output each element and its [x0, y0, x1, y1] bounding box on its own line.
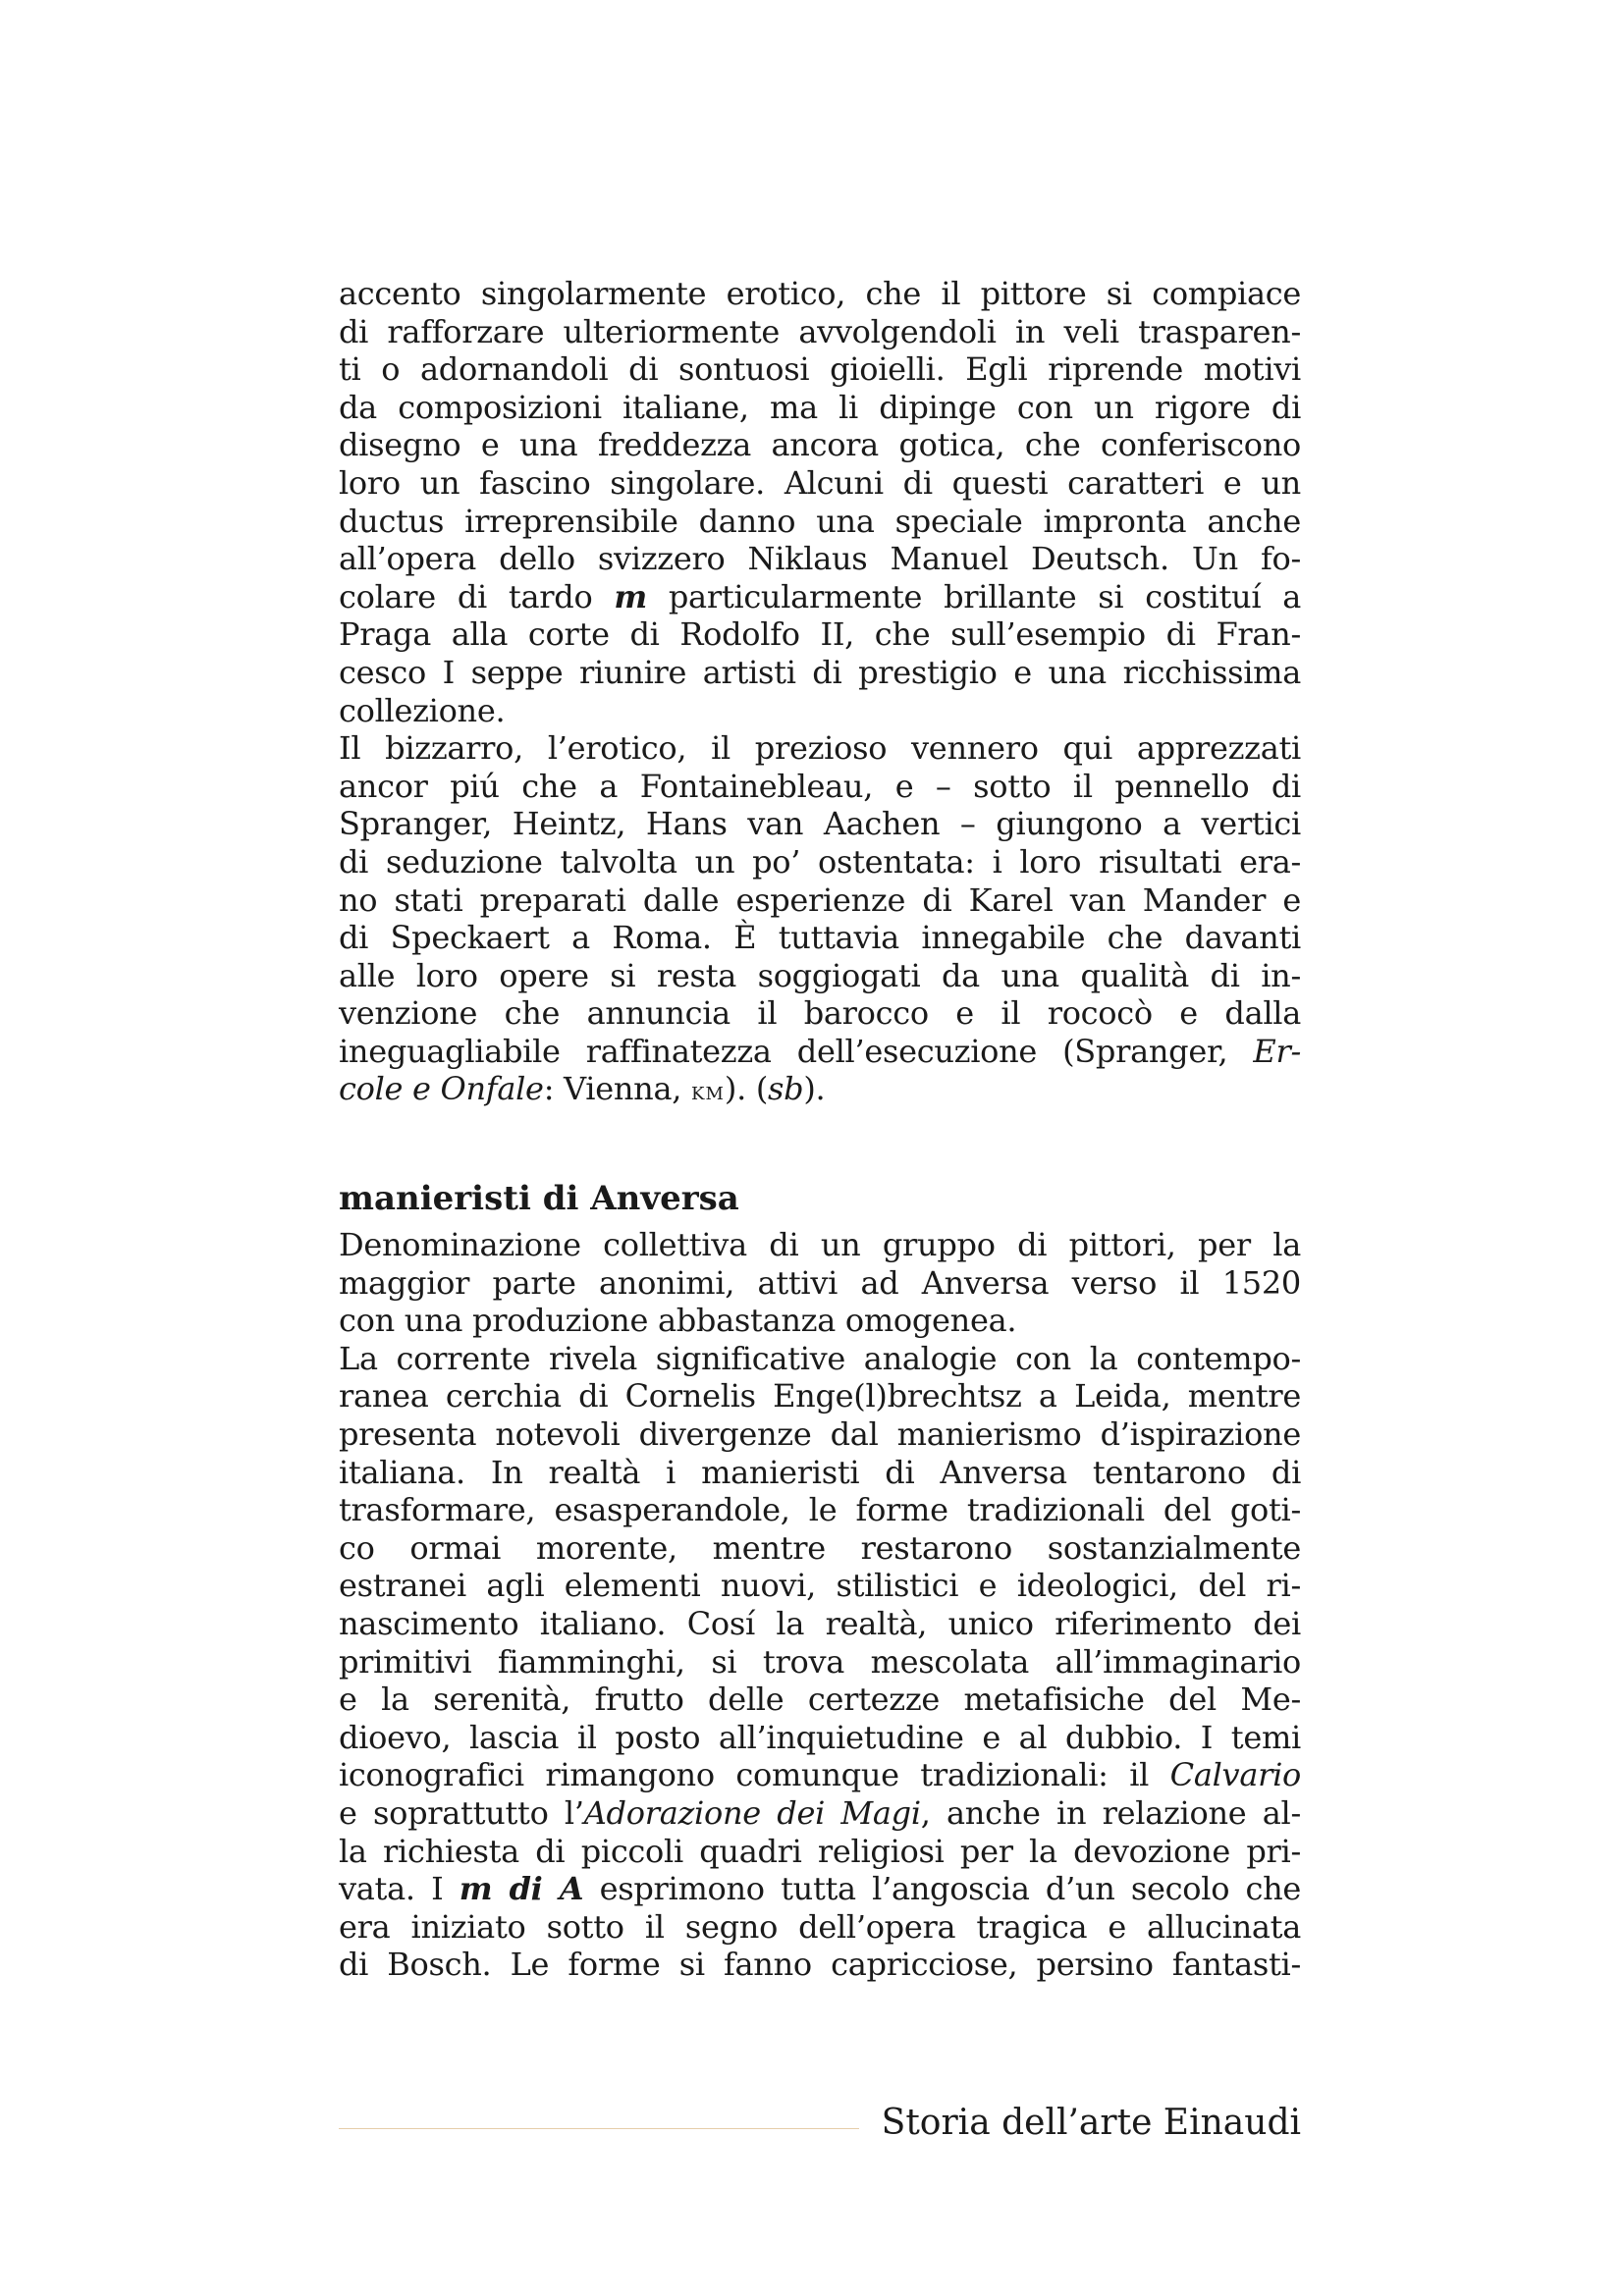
text-line: La corrente rivela significative analogie con la contempo-	[339, 1339, 1301, 1377]
text-line	[339, 1794, 1301, 1833]
page-footer	[339, 2103, 1301, 2162]
text-line: maggior parte anonimi, attivi ad Anversa verso il 1520	[339, 1263, 1301, 1302]
text-line	[339, 578, 1301, 616]
entry-abbreviation: m di A	[459, 1870, 584, 1908]
text-line	[339, 1870, 1301, 1908]
text-line: Spranger, Heintz, Hans van Aachen – giungono a vertici	[339, 805, 1301, 843]
text-line: presenta notevoli divergenze dal manierismo d’ispirazione	[339, 1415, 1301, 1454]
text-line: loro un fascino singolare. Alcuni di questi caratteri e un	[339, 463, 1301, 502]
text-line: nascimento italiano. Cosí la realtà, unico riferimento dei	[339, 1605, 1301, 1642]
text-line: di rafforzare ulteriormente avvolgendoli in veli trasparen-	[339, 312, 1301, 350]
footer-divider	[339, 2128, 859, 2129]
museum-abbreviation: km	[691, 1077, 725, 1107]
text-fragment: , anche in relazione al-	[920, 1793, 1301, 1832]
text-line: di seduzione talvolta un po’ ostentata: i loro risultati era-	[339, 842, 1301, 881]
footer-publication-title: Storia dell’arte Einaudi	[881, 2103, 1301, 2143]
paragraph-4	[339, 1340, 1301, 1984]
text-line: era iniziato sotto il segno dell’opera tragica e allucinata	[339, 1907, 1301, 1946]
text-line: accento singolarmente erotico, che il pittore si compiace	[339, 275, 1301, 312]
artwork-title: Er-	[1253, 1032, 1301, 1070]
text-line: ranea cerchia di Cornelis Enge(l)brechtsz a Leida, mentre	[339, 1377, 1301, 1415]
text-line: alle loro opere si resta soggiogati da una qualità di in-	[339, 956, 1301, 994]
text-fragment: : Vienna,	[543, 1070, 682, 1108]
text-fragment: ). (	[724, 1070, 769, 1108]
text-line: co ormai morente, mentre restarono sostanzialmente	[339, 1528, 1301, 1567]
entry-abbreviation: m	[614, 577, 647, 615]
text-line	[339, 1070, 1301, 1108]
text-fragment: esprimono tutta l’angoscia d’un secolo che	[599, 1870, 1302, 1908]
text-fragment: ineguagliabile raffinatezza dell’esecuzione (Spranger,	[339, 1032, 1228, 1070]
text-line	[339, 1033, 1301, 1071]
entry-heading: manieristi di Anversa	[339, 1179, 739, 1219]
text-fragment: colare di tardo	[339, 577, 593, 615]
text-line: ductus irreprensibile danno una speciale impronta anche	[339, 502, 1301, 540]
text-line: Praga alla corte di Rodolfo II, che sull’esempio di Fran-	[339, 615, 1301, 654]
text-line: ti o adornandoli di sontuosi gioielli. Egli riprende motivi	[339, 350, 1301, 389]
text-line: dioevo, lascia il posto all’inquietudine e al dubbio. I temi	[339, 1718, 1301, 1756]
text-line: collezione.	[339, 691, 506, 729]
text-line: disegno e una freddezza ancora gotica, che conferiscono	[339, 426, 1301, 464]
artwork-title: Calvario	[1169, 1756, 1302, 1794]
page-body	[339, 275, 1301, 1984]
paragraph-3	[339, 1226, 1301, 1340]
text-line: primitivi fiamminghi, si trova mescolata all’immaginario	[339, 1642, 1301, 1681]
text-line: no stati preparati dalle esperienze di Karel van Mander e	[339, 881, 1301, 919]
text-line: di Bosch. Le forme si fanno capricciose, persino fantasti-	[339, 1946, 1301, 1984]
text-fragment: e soprattutto l’	[339, 1793, 584, 1832]
text-line: trasformare, esasperandole, le forme tradizionali del goti-	[339, 1491, 1301, 1529]
author-initials: sb	[768, 1070, 804, 1108]
text-line: estranei agli elementi nuovi, stilistici e ideologici, del ri-	[339, 1567, 1301, 1605]
text-fragment: ).	[803, 1070, 826, 1108]
text-line: Il bizzarro, l’erotico, il prezioso vennero qui apprezzati	[339, 729, 1301, 768]
text-fragment: vata. I	[339, 1870, 444, 1908]
text-line: ancor piú che a Fontainebleau, e – sotto il pennello di	[339, 767, 1301, 805]
artwork-title: cole e Onfale	[339, 1070, 544, 1108]
text-line: con una produzione abbastanza omogenea.	[339, 1302, 1017, 1340]
text-line: e la serenità, frutto delle certezze metafisiche del Me-	[339, 1681, 1301, 1719]
text-line: di Speckaert a Roma. È tuttavia innegabile che davanti	[339, 919, 1301, 957]
artwork-title: Adorazione dei Magi	[583, 1793, 921, 1832]
text-line: italiana. In realtà i manieristi di Anversa tentarono di	[339, 1453, 1301, 1491]
text-line: la richiesta di piccoli quadri religiosi per la devozione pri-	[339, 1832, 1301, 1870]
text-line: cesco I seppe riunire artisti di prestigio e una ricchissima	[339, 653, 1301, 691]
paragraph-2	[339, 729, 1301, 1108]
text-line: da composizioni italiane, ma li dipinge con un rigore di	[339, 388, 1301, 426]
text-fragment: iconografici rimangono comunque tradizionali: il	[339, 1756, 1150, 1794]
text-line: all’opera dello svizzero Niklaus Manuel Deutsch. Un fo-	[339, 540, 1301, 578]
text-line	[339, 1756, 1301, 1794]
paragraph-1	[339, 275, 1301, 729]
text-line: venzione che annuncia il barocco e il rococò e dalla	[339, 994, 1301, 1033]
text-line: Denominazione collettiva di un gruppo di pittori, per la	[339, 1226, 1301, 1264]
text-fragment: particularmente brillante si costituí a	[668, 577, 1301, 615]
